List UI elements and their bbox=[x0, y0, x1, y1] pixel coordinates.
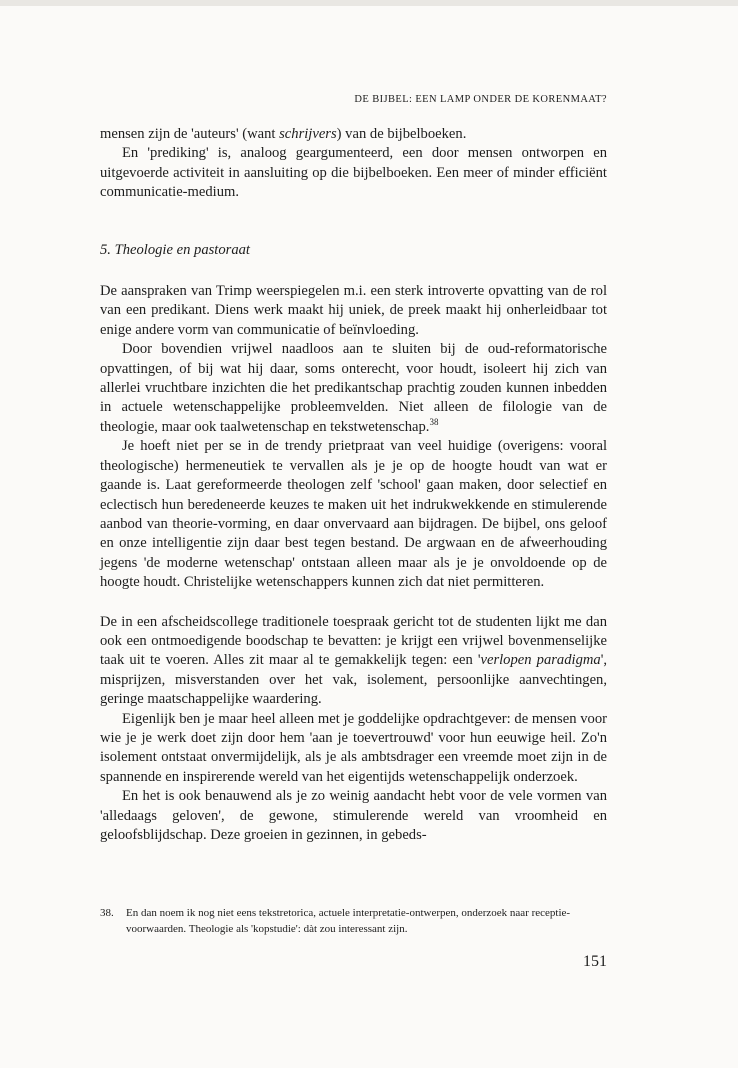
paragraph-3: De aanspraken van Trimp weerspiegelen m.i. een sterk introverte opvatting van de rol van een predikant. Diens werk maakt hij uniek, de preek maakt hij onherleidbaar tot enige andere vorm van communicatie of beïnvloeding. bbox=[100, 283, 607, 338]
paragraph-4-text: Door bovendien vrijwel naadloos aan te sluiten bij de oud-reformatorische opvattingen, of bij wat hij daar, soms onterecht, voor houdt, isoleert hij zich van allerlei vruchtbare inzichten die het predikantschap prachtig zouden kunnen inbedden in actuele wetenschappelijke probleemvelden. Niet alleen de filologie van de theologie, maar ook taalwetenschap en tekstwetenschap. bbox=[100, 341, 607, 435]
paragraph-6-text-a: De in een afscheidscollege traditionele toespraak gericht tot de studenten lijkt me dan ook een ontmoedigende boodschap te bevatten: je krijgt een vrijwel bovenmenselijke taak uit te voeren. Alles zit maar al te gemakkelijk tegen: een ' bbox=[100, 613, 607, 669]
paragraph-1-emphasis: schrijvers bbox=[279, 126, 337, 142]
footnote-text-b: zou interessant zijn. bbox=[317, 923, 408, 935]
footnote-number: 38. bbox=[100, 907, 114, 919]
footnote bbox=[100, 905, 607, 937]
paragraph-2: En 'prediking' is, analoog geargumenteerd, een door mensen ontworpen en uitgevoerde activiteit in aansluiting op die bijbelboeken. Een meer of minder efficiënt communicatie-medium. bbox=[100, 145, 607, 201]
footnote-row bbox=[100, 905, 607, 937]
paragraph-5: Je hoeft niet per se in de trendy prietpraat van veel huidige (overigens: vooral theologische) hermeneutiek te vervallen als je je op de hoogte houdt van wat er gaande is. Laat gereformeerde theologen zelf 'school' gaan maken, door selectief en eclectisch hun beredeneerde keuzes te maken uit het indrukwekkende en stimulerende aanbod van theorie-vorming, en daar onvervaard aan bijdragen. De bijbel, ons geloof en onze intelligentie zijn daar best tegen bestand. De argwaan en de afweerhouding jegens 'de moderne wetenschap' ontstaan alleen maar als je je onvoldoende op de hoogte houdt. Christelijke wetenschappers kunnen zich dat niet permitteren. bbox=[100, 438, 607, 591]
paragraph-7: Eigenlijk ben je maar heel alleen met je goddelijke opdrachtgever: de mensen voor wie je je werk doet zijn door hem 'aan je toevertrouwd' voor hun eeuwige heil. Zo'n isolement ontstaat onvermijdelijk, als je als ambtsdrager een vreemde moet zijn in de spannende en inspirerende wereld van het eigentijds wetenschappelijk onderzoek. bbox=[100, 710, 607, 785]
footnote-text-emphasis: dàt bbox=[303, 923, 318, 935]
section-heading: 5. Theologie en pastoraat bbox=[100, 241, 250, 258]
page-top-edge bbox=[0, 0, 738, 6]
paragraph-6 bbox=[100, 613, 607, 710]
footnote-reference: 38 bbox=[429, 417, 439, 428]
paragraph-6-emphasis: verlopen paradigma bbox=[480, 652, 601, 669]
paragraph-1-text-a: mensen zijn de 'auteurs' (want bbox=[100, 126, 280, 142]
paragraph-6-text-b: ', misprijzen, misverstanden over het vak, isolement, persoonlijke aanvechtingen, geringe maatschappelijke waardering. bbox=[100, 652, 607, 708]
paragraph-4 bbox=[100, 340, 607, 437]
footnote-text-a: En dan noem ik nog niet eens tekstretorica, actuele interpretatie-ontwerpen, onderzoek naar receptie-voorwaarden. Theologie als 'kopstudie': bbox=[126, 907, 571, 935]
paragraph-8: En het is ook benauwend als je zo weinig aandacht hebt voor de vele vormen van 'alledaags geloven', de gewone, stimulerende wereld van vroomheid en geloofsblijdschap. Deze groeien in gezinnen, in gebeds- bbox=[100, 788, 607, 843]
body-text bbox=[100, 125, 607, 845]
page-number: 151 bbox=[583, 953, 607, 970]
footnote-text bbox=[126, 905, 607, 937]
running-head: DE BIJBEL: EEN LAMP ONDER DE KORENMAAT? bbox=[354, 94, 607, 105]
paragraph-1 bbox=[100, 125, 607, 144]
paragraph-1-text-b: ) van de bijbelboeken. bbox=[336, 126, 467, 142]
